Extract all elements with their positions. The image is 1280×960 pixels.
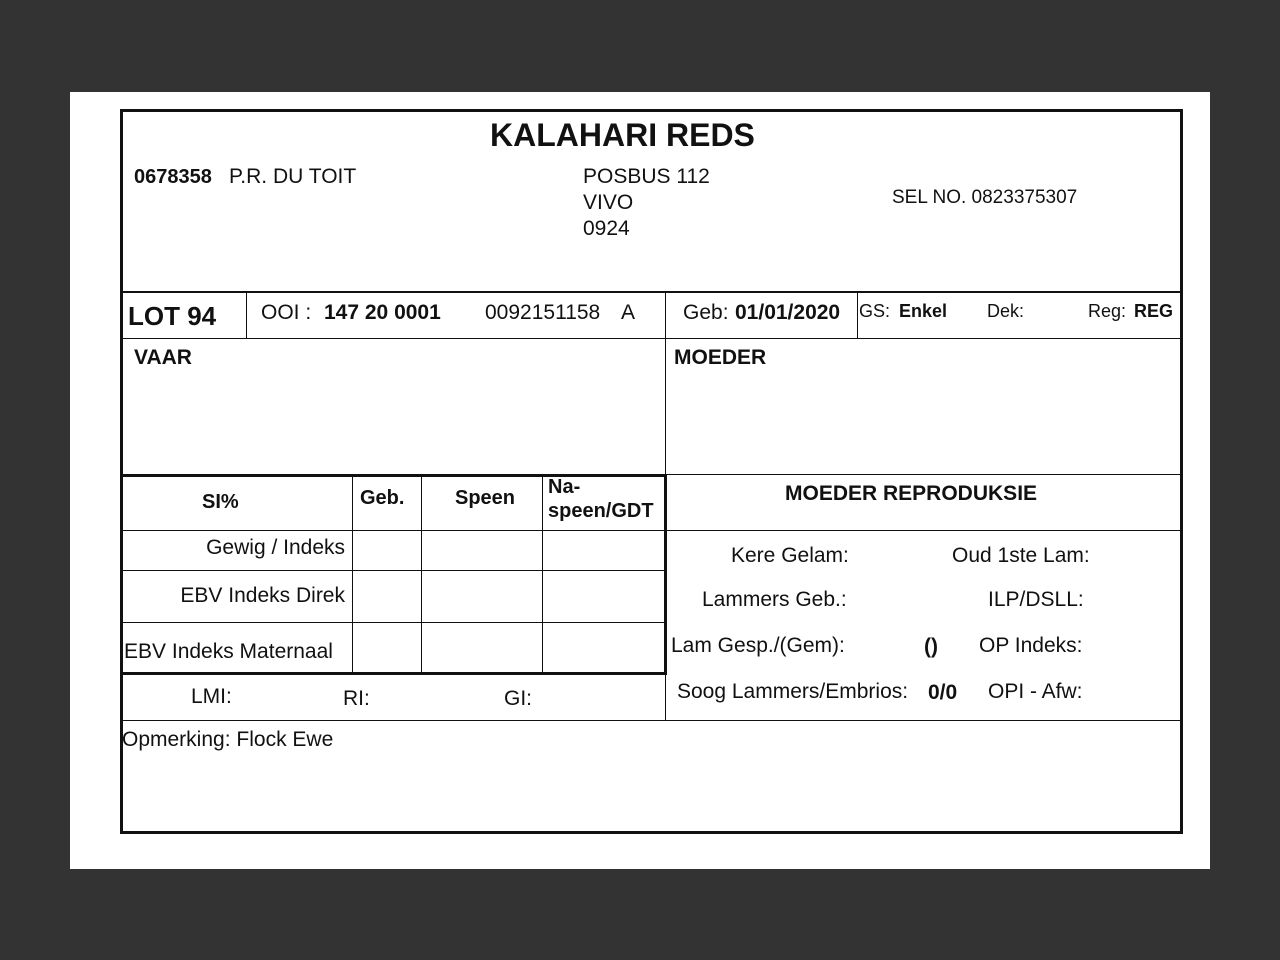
- grade: A: [621, 301, 636, 324]
- frame-top: [120, 109, 1183, 112]
- cell-value: 0823375307: [971, 187, 1078, 208]
- lot-number: LOT 94: [128, 301, 217, 331]
- lmi-label: LMI:: [191, 685, 232, 708]
- ri-label: RI:: [343, 687, 370, 710]
- gs-label: GS:: [859, 301, 891, 321]
- repro-title: MOEDER REPRODUKSIE: [785, 482, 1038, 505]
- rule-si-col1: [352, 477, 353, 672]
- rule-si-row2: [120, 622, 666, 623]
- sire-label: VAAR: [134, 346, 192, 369]
- rule-lot-bottom: [120, 338, 1180, 339]
- breed-title: KALAHARI REDS: [490, 117, 755, 153]
- remark: [122, 728, 333, 752]
- suckling-label: Soog Lammers/Embrios:: [677, 680, 909, 703]
- rule-si-bottom: [120, 672, 666, 675]
- lambs-born-label: Lammers Geb.:: [702, 588, 847, 611]
- rule-repro-header: [665, 530, 1180, 531]
- rule-header-bottom: [120, 291, 1180, 293]
- address-line3: 0924: [583, 217, 630, 240]
- ewe-label: OOI :: [261, 301, 312, 324]
- rule-geb-divider: [857, 293, 858, 338]
- reg-value: REG: [1134, 301, 1174, 321]
- age-first-lamb-label: Oud 1ste Lam:: [952, 544, 1090, 567]
- ewe-id: 147 20 0001: [324, 301, 441, 324]
- remark-label: Opmerking:: [122, 728, 231, 751]
- rule-repro-top: [665, 474, 1180, 475]
- si-col-geb: Geb.: [360, 487, 405, 509]
- reg-number: 0092151158: [485, 301, 601, 324]
- breeder-number: 0678358: [134, 166, 212, 188]
- rule-si-right: [664, 474, 667, 675]
- gs-value: Enkel: [899, 301, 948, 321]
- si-col-naspeen-line2: speen/GDT: [548, 500, 654, 522]
- frame-bottom: [120, 831, 1183, 834]
- rule-remark-top: [120, 720, 1180, 721]
- remark-value: Flock Ewe: [236, 728, 334, 751]
- si-row-ebv-direct: EBV Indeks Direk: [180, 584, 345, 607]
- address-line2: VIVO: [583, 191, 634, 214]
- birth-label: Geb:: [683, 301, 729, 324]
- rule-si-header: [120, 530, 666, 531]
- rule-si-col2: [421, 477, 422, 672]
- rule-lot-divider: [246, 293, 247, 338]
- lambs-weaned-value: (): [924, 635, 938, 658]
- rule-si-row1: [120, 570, 666, 571]
- dam-label: MOEDER: [674, 346, 767, 369]
- op-index-label: OP Indeks:: [979, 634, 1083, 657]
- lot-card: [70, 92, 1210, 869]
- si-col-speen: Speen: [455, 487, 516, 509]
- address-line1: POSBUS 112: [583, 165, 710, 188]
- si-row-weight: Gewig / Indeks: [206, 536, 345, 559]
- gi-label: GI:: [504, 687, 533, 710]
- si-row-ebv-maternal: EBV Indeks Maternaal: [124, 640, 333, 663]
- birth-date: 01/01/2020: [735, 301, 841, 324]
- ilp-dsll-label: ILP/DSLL:: [988, 588, 1084, 611]
- dek-label: Dek:: [987, 301, 1025, 321]
- lambs-weaned-label: Lam Gesp./(Gem):: [671, 634, 845, 657]
- rule-si-top: [120, 474, 666, 477]
- times-lambed-label: Kere Gelam:: [731, 544, 849, 567]
- cell-number: [892, 187, 1077, 209]
- frame-right: [1180, 109, 1183, 834]
- suckling-value: 0/0: [928, 681, 958, 704]
- frame-left: [120, 109, 123, 834]
- rule-si-col3: [542, 477, 543, 672]
- si-col-naspeen-line1: Na-: [548, 476, 581, 498]
- reg-label: Reg:: [1088, 301, 1127, 321]
- breeder-name: P.R. DU TOIT: [229, 165, 357, 188]
- si-corner-label: SI%: [202, 491, 239, 513]
- opi-afw-label: OPI - Afw:: [988, 680, 1083, 703]
- cell-label: SEL NO.: [892, 187, 967, 208]
